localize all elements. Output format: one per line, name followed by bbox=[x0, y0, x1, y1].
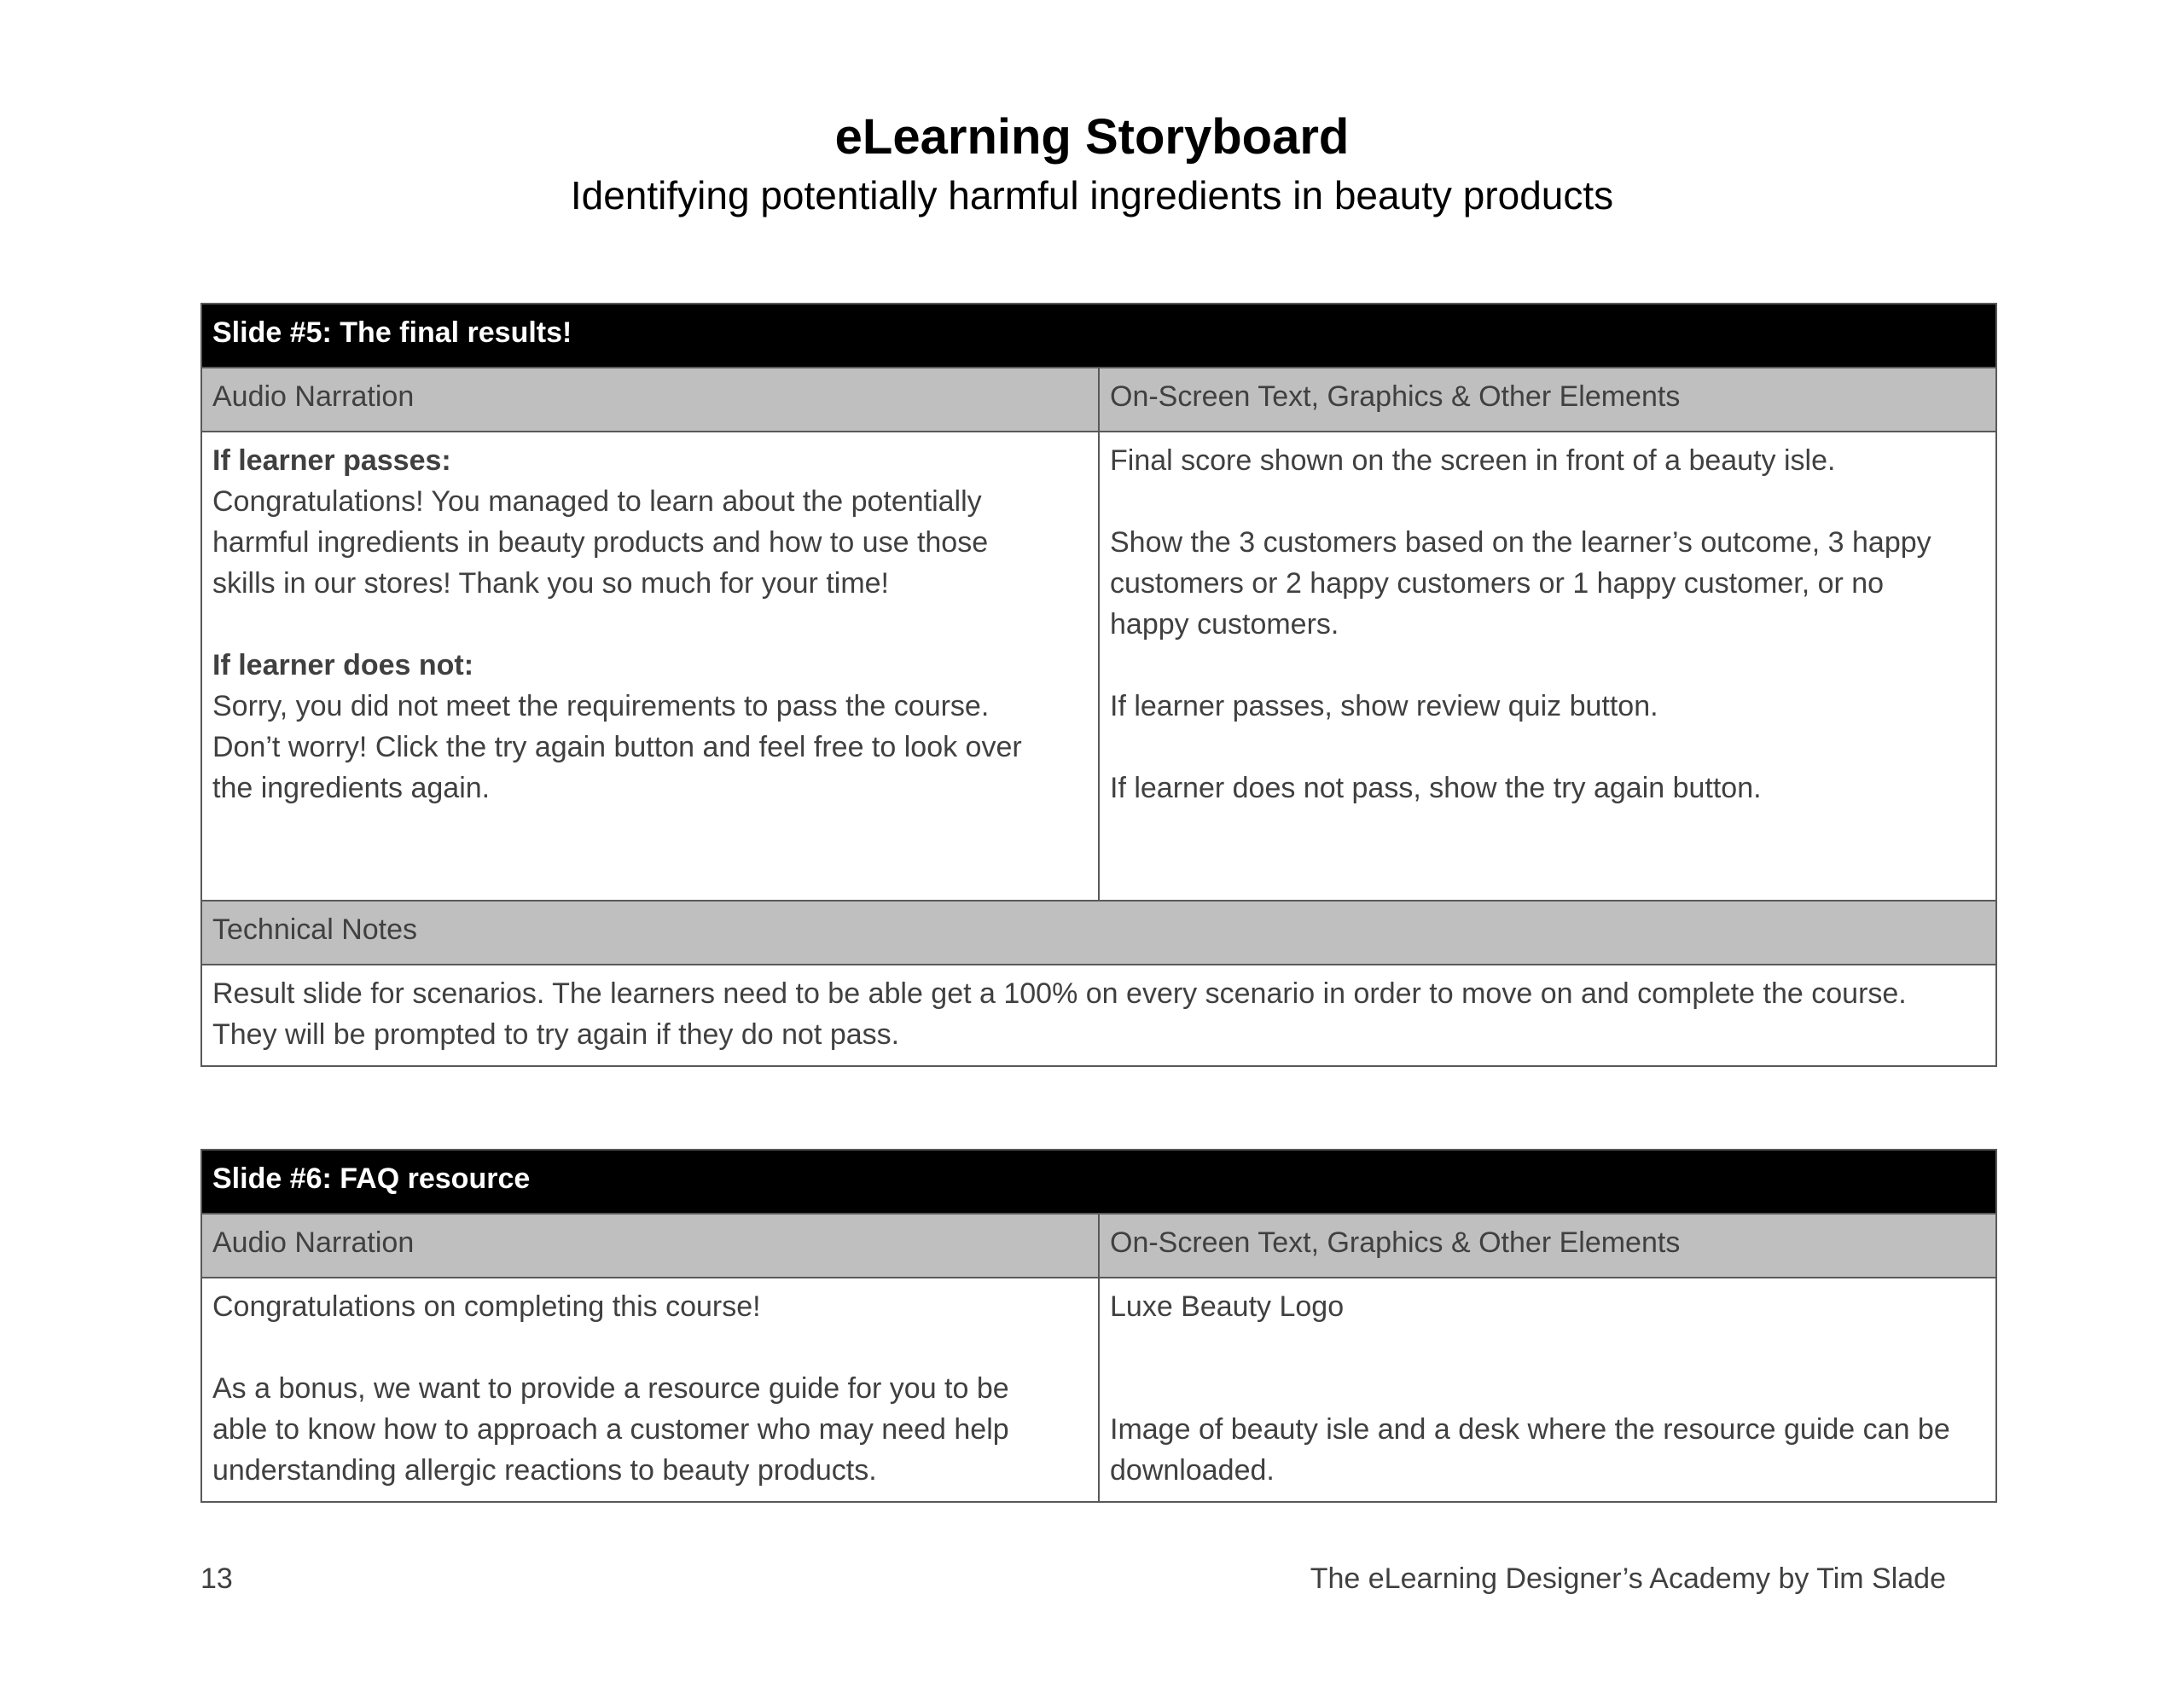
onscreen-line: customers or 2 happy customers or 1 happy customer, or no bbox=[1110, 567, 1885, 600]
onscreen-elements-header: On-Screen Text, Graphics & Other Elements bbox=[1099, 368, 1996, 432]
audio-line: able to know how to approach a customer who may need help bbox=[212, 1413, 1009, 1446]
notes-line: Result slide for scenarios. The learners need to be able get a 100% on every scenario in order to move on and complete the course. bbox=[212, 977, 1907, 1010]
pass-heading: If learner passes: bbox=[212, 444, 451, 477]
slide-6-onscreen-cell bbox=[1099, 1278, 1996, 1502]
slide-5-audio-cell bbox=[201, 432, 1099, 901]
audio-line: As a bonus, we want to provide a resource guide for you to be bbox=[212, 1372, 1009, 1405]
technical-notes-header: Technical Notes bbox=[201, 901, 1996, 965]
onscreen-line: Show the 3 customers based on the learner’s outcome, 3 happy bbox=[1110, 526, 1931, 559]
pass-line: harmful ingredients in beauty products and how to use those bbox=[212, 526, 989, 559]
fail-line: Don’t worry! Click the try again button and feel free to look over bbox=[212, 731, 1022, 763]
slide-6-title: Slide #6: FAQ resource bbox=[201, 1150, 1996, 1214]
slide-5-title: Slide #5: The final results! bbox=[201, 304, 1996, 368]
fail-line: Sorry, you did not meet the requirements to pass the course. bbox=[212, 690, 990, 722]
onscreen-line: If learner does not pass, show the try again button. bbox=[1110, 772, 1762, 804]
fail-line: the ingredients again. bbox=[212, 772, 491, 804]
page-subtitle: Identifying potentially harmful ingredients in beauty products bbox=[570, 173, 1614, 217]
slide-6-table bbox=[200, 1149, 1997, 1503]
audio-narration-header: Audio Narration bbox=[201, 1214, 1099, 1278]
slide-5-table bbox=[200, 303, 1997, 1067]
audio-line: understanding allergic reactions to beauty products. bbox=[212, 1454, 877, 1487]
slide-5-onscreen-cell bbox=[1099, 432, 1996, 901]
fail-heading: If learner does not: bbox=[212, 649, 474, 681]
footer-credit: The eLearning Designer’s Academy by Tim Slade bbox=[1310, 1562, 1946, 1595]
notes-line: They will be prompted to try again if they do not pass. bbox=[212, 1018, 900, 1051]
onscreen-line: happy customers. bbox=[1110, 608, 1339, 641]
audio-line: Congratulations on completing this course! bbox=[212, 1290, 761, 1323]
page-title: eLearning Storyboard bbox=[834, 109, 1350, 165]
onscreen-line: Image of beauty isle and a desk where the resource guide can be bbox=[1110, 1413, 1950, 1446]
slide-6-audio-cell bbox=[201, 1278, 1099, 1502]
onscreen-line: downloaded. bbox=[1110, 1454, 1275, 1487]
technical-notes-cell bbox=[201, 965, 1996, 1066]
onscreen-line: If learner passes, show review quiz button. bbox=[1110, 690, 1658, 722]
pass-line: Congratulations! You managed to learn about the potentially bbox=[212, 485, 982, 518]
onscreen-elements-header: On-Screen Text, Graphics & Other Elements bbox=[1099, 1214, 1996, 1278]
onscreen-line: Luxe Beauty Logo bbox=[1110, 1290, 1345, 1323]
audio-narration-header: Audio Narration bbox=[201, 368, 1099, 432]
onscreen-line: Final score shown on the screen in front of a beauty isle. bbox=[1110, 444, 1836, 477]
page-number: 13 bbox=[200, 1562, 233, 1595]
pass-line: skills in our stores! Thank you so much for your time! bbox=[212, 567, 890, 600]
